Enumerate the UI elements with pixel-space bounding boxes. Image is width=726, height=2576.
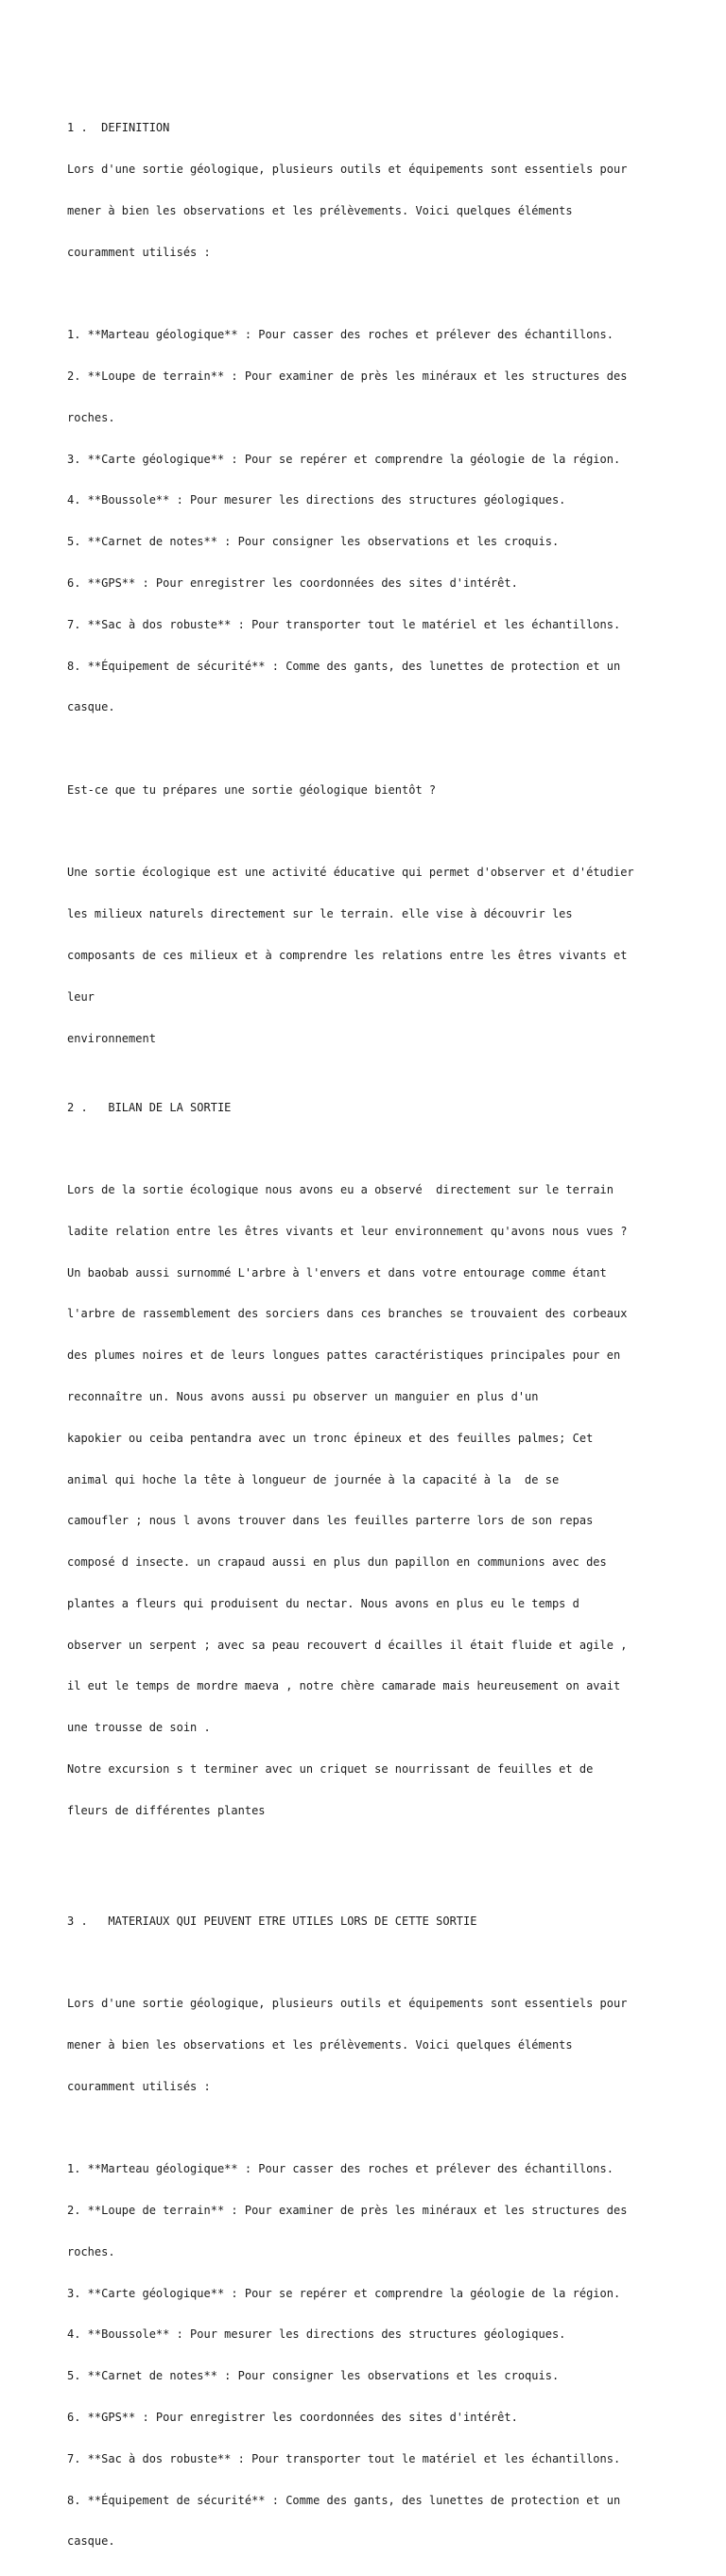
blank-line — [67, 287, 672, 301]
section1-paragraph-line: les milieux naturels directement sur le terrain. elle vise à découvrir les — [67, 907, 573, 921]
section2-paragraph-line: kapokier ou ceiba pentandra avec un tronc épineux et des feuilles palmes; Cet — [67, 1431, 594, 1445]
section2-paragraph-line: camoufler ; nous l avons trouver dans les feuilles parterre lors de son repas — [67, 1514, 594, 1528]
section3-intro-line: mener à bien les observations et les prélèvements. Voici quelques éléments — [67, 2037, 573, 2052]
section1-question: Est-ce que tu prépares une sortie géologique bientôt ? — [67, 782, 437, 797]
section1-list-item: 1. **Marteau géologique** : Pour casser des roches et prélever des échantillons. — [67, 328, 614, 342]
blank-line — [67, 1142, 672, 1156]
section3-list-item: 5. **Carnet de notes** : Pour consigner les observations et les croquis. — [67, 2369, 560, 2383]
section1-paragraph-line: environnement — [67, 1031, 156, 1045]
section2-paragraph-line: l'arbre de rassemblement des sorciers dans ces branches se trouvaient des corbeaux — [67, 1307, 628, 1321]
section2-paragraph-line: fleurs de différentes plantes — [67, 1803, 266, 1817]
section3-intro-line: couramment utilisés : — [67, 2079, 211, 2093]
section3-list-item: 1. **Marteau géologique** : Pour casser des roches et prélever des échantillons. — [67, 2162, 614, 2176]
section3-list-item: roches. — [67, 2244, 115, 2258]
section1-paragraph-line: Une sortie écologique est une activité éducative qui permet d'observer et d'étudier — [67, 866, 634, 880]
section2-paragraph-line: animal qui hoche la tête à longueur de journée à la capacité à la de se — [67, 1472, 560, 1486]
section2-paragraph-line: plantes a fleurs qui produisent du nectar. Nous avons en plus eu le temps d — [67, 1596, 579, 1610]
section1-intro-line: Lors d'une sortie géologique, plusieurs outils et équipements sont essentiels pour — [67, 163, 628, 177]
section-heading-definition: 1 . DEFINITION — [67, 121, 170, 135]
section1-list-item: 7. **Sac à dos robuste** : Pour transporter tout le matériel et les échantillons. — [67, 617, 621, 631]
section2-paragraph-line: ladite relation entre les êtres vivants et leur environnement qu'avons nous vues ? — [67, 1224, 628, 1238]
section2-paragraph-line: observer un serpent ; avec sa peau recouvert d écailles il était fluide et agile , — [67, 1638, 628, 1652]
section-heading-materiaux: 3 . MATERIAUX QUI PEUVENT ETRE UTILES LORS DE CETTE SORTIE — [67, 1914, 477, 1928]
section2-paragraph-line: Notre excursion s t terminer avec un criquet se nourrissant de feuilles et de — [67, 1762, 594, 1777]
section2-paragraph-line: reconnaître un. Nous avons aussi pu observer un manguier en plus d'un — [67, 1390, 539, 1403]
section1-list-item: roches. — [67, 410, 115, 424]
section3-list-item: 3. **Carte géologique** : Pour se repérer et comprendre la géologie de la région. — [67, 2286, 621, 2300]
section3-list-item: 8. **Équipement de sécurité** : Comme des gants, des lunettes de protection et un — [67, 2493, 621, 2507]
section1-list-item: 3. **Carte géologique** : Pour se repérer et comprendre la géologie de la région. — [67, 452, 621, 466]
section3-list-item: 2. **Loupe de terrain** : Pour examiner de près les minéraux et les structures des — [67, 2204, 628, 2218]
section3-list-item: 4. **Boussole** : Pour mesurer les directions des structures géologiques. — [67, 2327, 566, 2342]
section1-list-item: 8. **Équipement de sécurité** : Comme des gants, des lunettes de protection et un — [67, 659, 621, 673]
blank-line — [67, 742, 672, 756]
section1-paragraph-line: composants de ces milieux et à comprendre les relations entre les êtres vivants et — [67, 949, 628, 962]
section2-paragraph-line: des plumes noires et de leurs longues pattes caractéristiques principales pour en — [67, 1348, 621, 1363]
section1-list-item: 5. **Carnet de notes** : Pour consigner les observations et les croquis. — [67, 535, 560, 549]
section2-paragraph-line: Un baobab aussi surnommé L'arbre à l'envers et dans votre entourage comme étant — [67, 1265, 607, 1279]
section-heading-bilan: 2 . BILAN DE LA SORTIE — [67, 1100, 232, 1114]
section2-paragraph-line: une trousse de soin . — [67, 1721, 211, 1735]
section3-list-item: casque. — [67, 2534, 115, 2549]
section1-list-item: 6. **GPS** : Pour enregistrer les coordonnées des sites d'intérêt. — [67, 575, 518, 590]
section3-list-item: 7. **Sac à dos robuste** : Pour transporter tout le matériel et les échantillons. — [67, 2451, 621, 2465]
section1-list-item: casque. — [67, 700, 115, 714]
section1-intro-line: couramment utilisés : — [67, 245, 211, 259]
section2-paragraph-line: Lors de la sortie écologique nous avons eu a observé directement sur le terrain — [67, 1183, 614, 1197]
section3-intro-line: Lors d'une sortie géologique, plusieurs outils et équipements sont essentiels pour — [67, 1997, 628, 2011]
section3-list-item: 6. **GPS** : Pour enregistrer les coordonnées des sites d'intérêt. — [67, 2410, 518, 2424]
section1-list-item: 2. **Loupe de terrain** : Pour examiner de près les minéraux et les structures des — [67, 369, 628, 384]
section1-intro-line: mener à bien les observations et les prélèvements. Voici quelques éléments — [67, 203, 573, 217]
section1-list-item: 4. **Boussole** : Pour mesurer les directions des structures géologiques. — [67, 493, 566, 507]
blank-line — [67, 1846, 672, 1860]
section2-paragraph-line: composé d insecte. un crapaud aussi en plus dun papillon en communions avec des — [67, 1555, 607, 1570]
document-body — [67, 66, 672, 2576]
section2-paragraph-line: il eut le temps de mordre maeva , notre chère camarade mais heureusement on avait — [67, 1679, 621, 1693]
blank-line — [67, 825, 672, 839]
section1-paragraph-line: leur — [67, 989, 95, 1004]
blank-line — [67, 1955, 672, 1969]
blank-line — [67, 2121, 672, 2135]
